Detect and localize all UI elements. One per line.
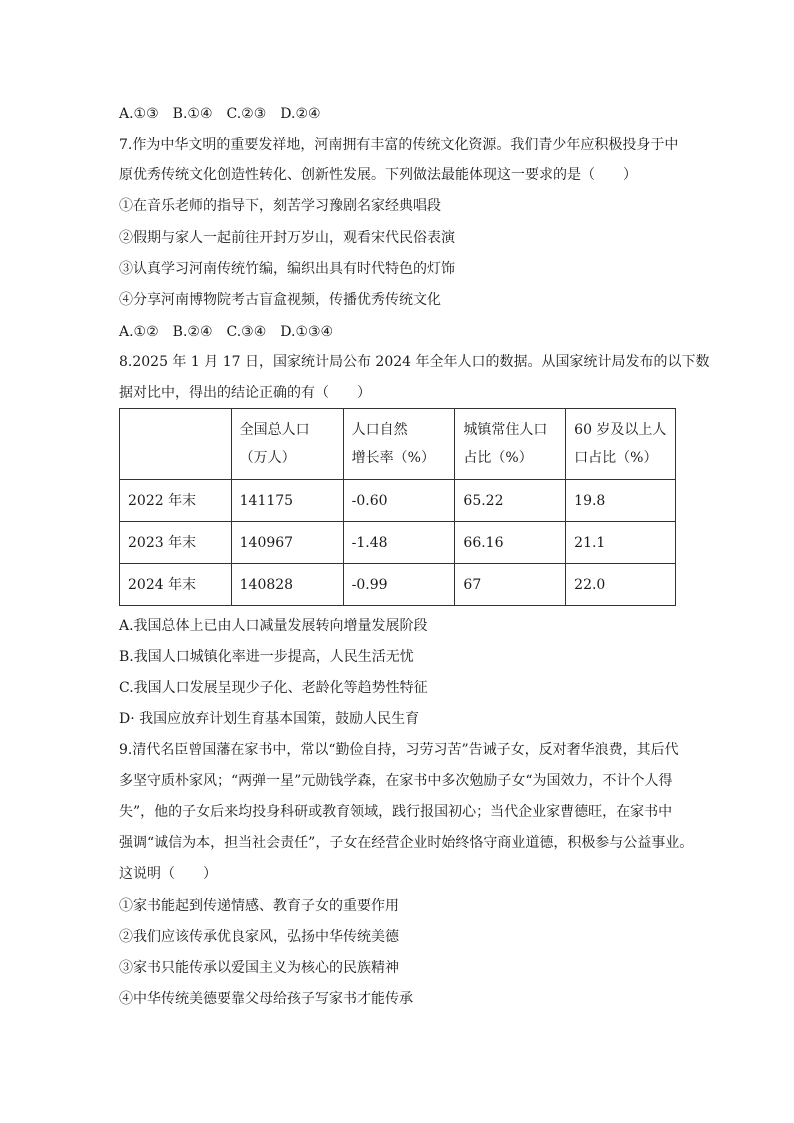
q9-item-4: ④中华传统美德要靠父母给孩子写家书才能传承 xyxy=(119,991,413,1007)
q7-stem-line2: 原优秀传统文化创造性转化、创新性发展。下列做法最能体现这一要求的是（ ） xyxy=(119,167,637,183)
table-row xyxy=(120,522,676,564)
table-header-row xyxy=(120,409,676,480)
table-cell: -1.48 xyxy=(343,522,455,564)
table-header-cell: 人口自然 增长率（%） xyxy=(343,409,455,480)
table-cell: 2023 年末 xyxy=(120,522,232,564)
table-cell: -0.60 xyxy=(343,480,455,522)
table-cell: 21.1 xyxy=(566,522,676,564)
table-cell: 140828 xyxy=(231,564,343,606)
table-header-cell: 城镇常住人口 占比（%） xyxy=(455,409,566,480)
q8-choice-a: A.我国总体上已由人口减量发展转向增量发展阶段 xyxy=(119,618,428,634)
q9-item-2: ②我们应该传承优良家风，弘扬中华传统美德 xyxy=(119,929,399,945)
q9-item-3: ③家书只能传承以爱国主义为核心的民族精神 xyxy=(119,960,399,976)
table-cell: 19.8 xyxy=(566,480,676,522)
table-cell: 65.22 xyxy=(455,480,566,522)
q9-stem-line5: 这说明（ ） xyxy=(119,866,217,882)
q9-stem-line2: 多坚守质朴家风；“两弹一星”元勋钱学森，在家书中多次勉励子女“为国效力，不计个人得 xyxy=(119,773,673,789)
table-cell: 140967 xyxy=(231,522,343,564)
q8-stem-line2: 据对比中，得出的结论正确的有（ ） xyxy=(119,385,371,401)
population-table xyxy=(119,408,676,606)
table-cell: 66.16 xyxy=(455,522,566,564)
q9-stem-line1: 9.清代名臣曾国藩在家书中，常以“勤俭自持，习劳习苦”告诫子女，反对奢华浪费，其后代 xyxy=(119,742,679,758)
q7-stem-line1: 7.作为中华文明的重要发祥地，河南拥有丰富的传统文化资源。我们青少年应积极投身于中 xyxy=(119,137,679,153)
q7-item-3: ③认真学习河南传统竹编，编织出具有时代特色的灯饰 xyxy=(119,261,455,277)
table-cell: 67 xyxy=(455,564,566,606)
q7-item-2: ②假期与家人一起前往开封万岁山，观看宋代民俗表演 xyxy=(119,230,455,246)
table-header-cell: 60 岁及以上人 口占比（%） xyxy=(566,409,676,480)
q9-item-1: ①家书能起到传递情感、教育子女的重要作用 xyxy=(119,898,399,914)
table-cell: 141175 xyxy=(231,480,343,522)
table-row xyxy=(120,480,676,522)
q8-choice-d: D· 我国应放弃计划生育基本国策，鼓励人民生育 xyxy=(119,711,420,727)
table-cell: 22.0 xyxy=(566,564,676,606)
table-header-cell xyxy=(120,409,232,480)
q7-item-4: ④分享河南博物院考古盲盒视频，传播优秀传统文化 xyxy=(119,292,441,308)
table-cell: 2022 年末 xyxy=(120,480,232,522)
table-cell: 2024 年末 xyxy=(120,564,232,606)
q7-options: A.①② B.②④ C.③④ D.①③④ xyxy=(119,324,334,340)
q6-options: A.①③ B.①④ C.②③ D.②④ xyxy=(119,106,321,122)
q7-item-1: ①在音乐老师的指导下，刻苦学习豫剧名家经典唱段 xyxy=(119,198,441,214)
table-row xyxy=(120,564,676,606)
q8-choice-c: C.我国人口发展呈现少子化、老龄化等趋势性特征 xyxy=(119,680,428,696)
q9-stem-line3: 失”，他的子女后来均投身科研或教育领域，践行报国初心；当代企业家曹德旺，在家书中 xyxy=(119,804,673,820)
q9-stem-line4: 强调“诚信为本，担当社会责任”，子女在经营企业时始终恪守商业道德，积极参与公益事业。 xyxy=(119,835,694,851)
table-header-cell: 全国总人口 （万人） xyxy=(231,409,343,480)
q8-stem-line1: 8.2025 年 1 月 17 日，国家统计局公布 2024 年全年人口的数据。从国家统计局发布的以下数 xyxy=(119,354,710,370)
q8-choice-b: B.我国人口城镇化率进一步提高，人民生活无忧 xyxy=(119,649,414,665)
table-cell: -0.99 xyxy=(343,564,455,606)
